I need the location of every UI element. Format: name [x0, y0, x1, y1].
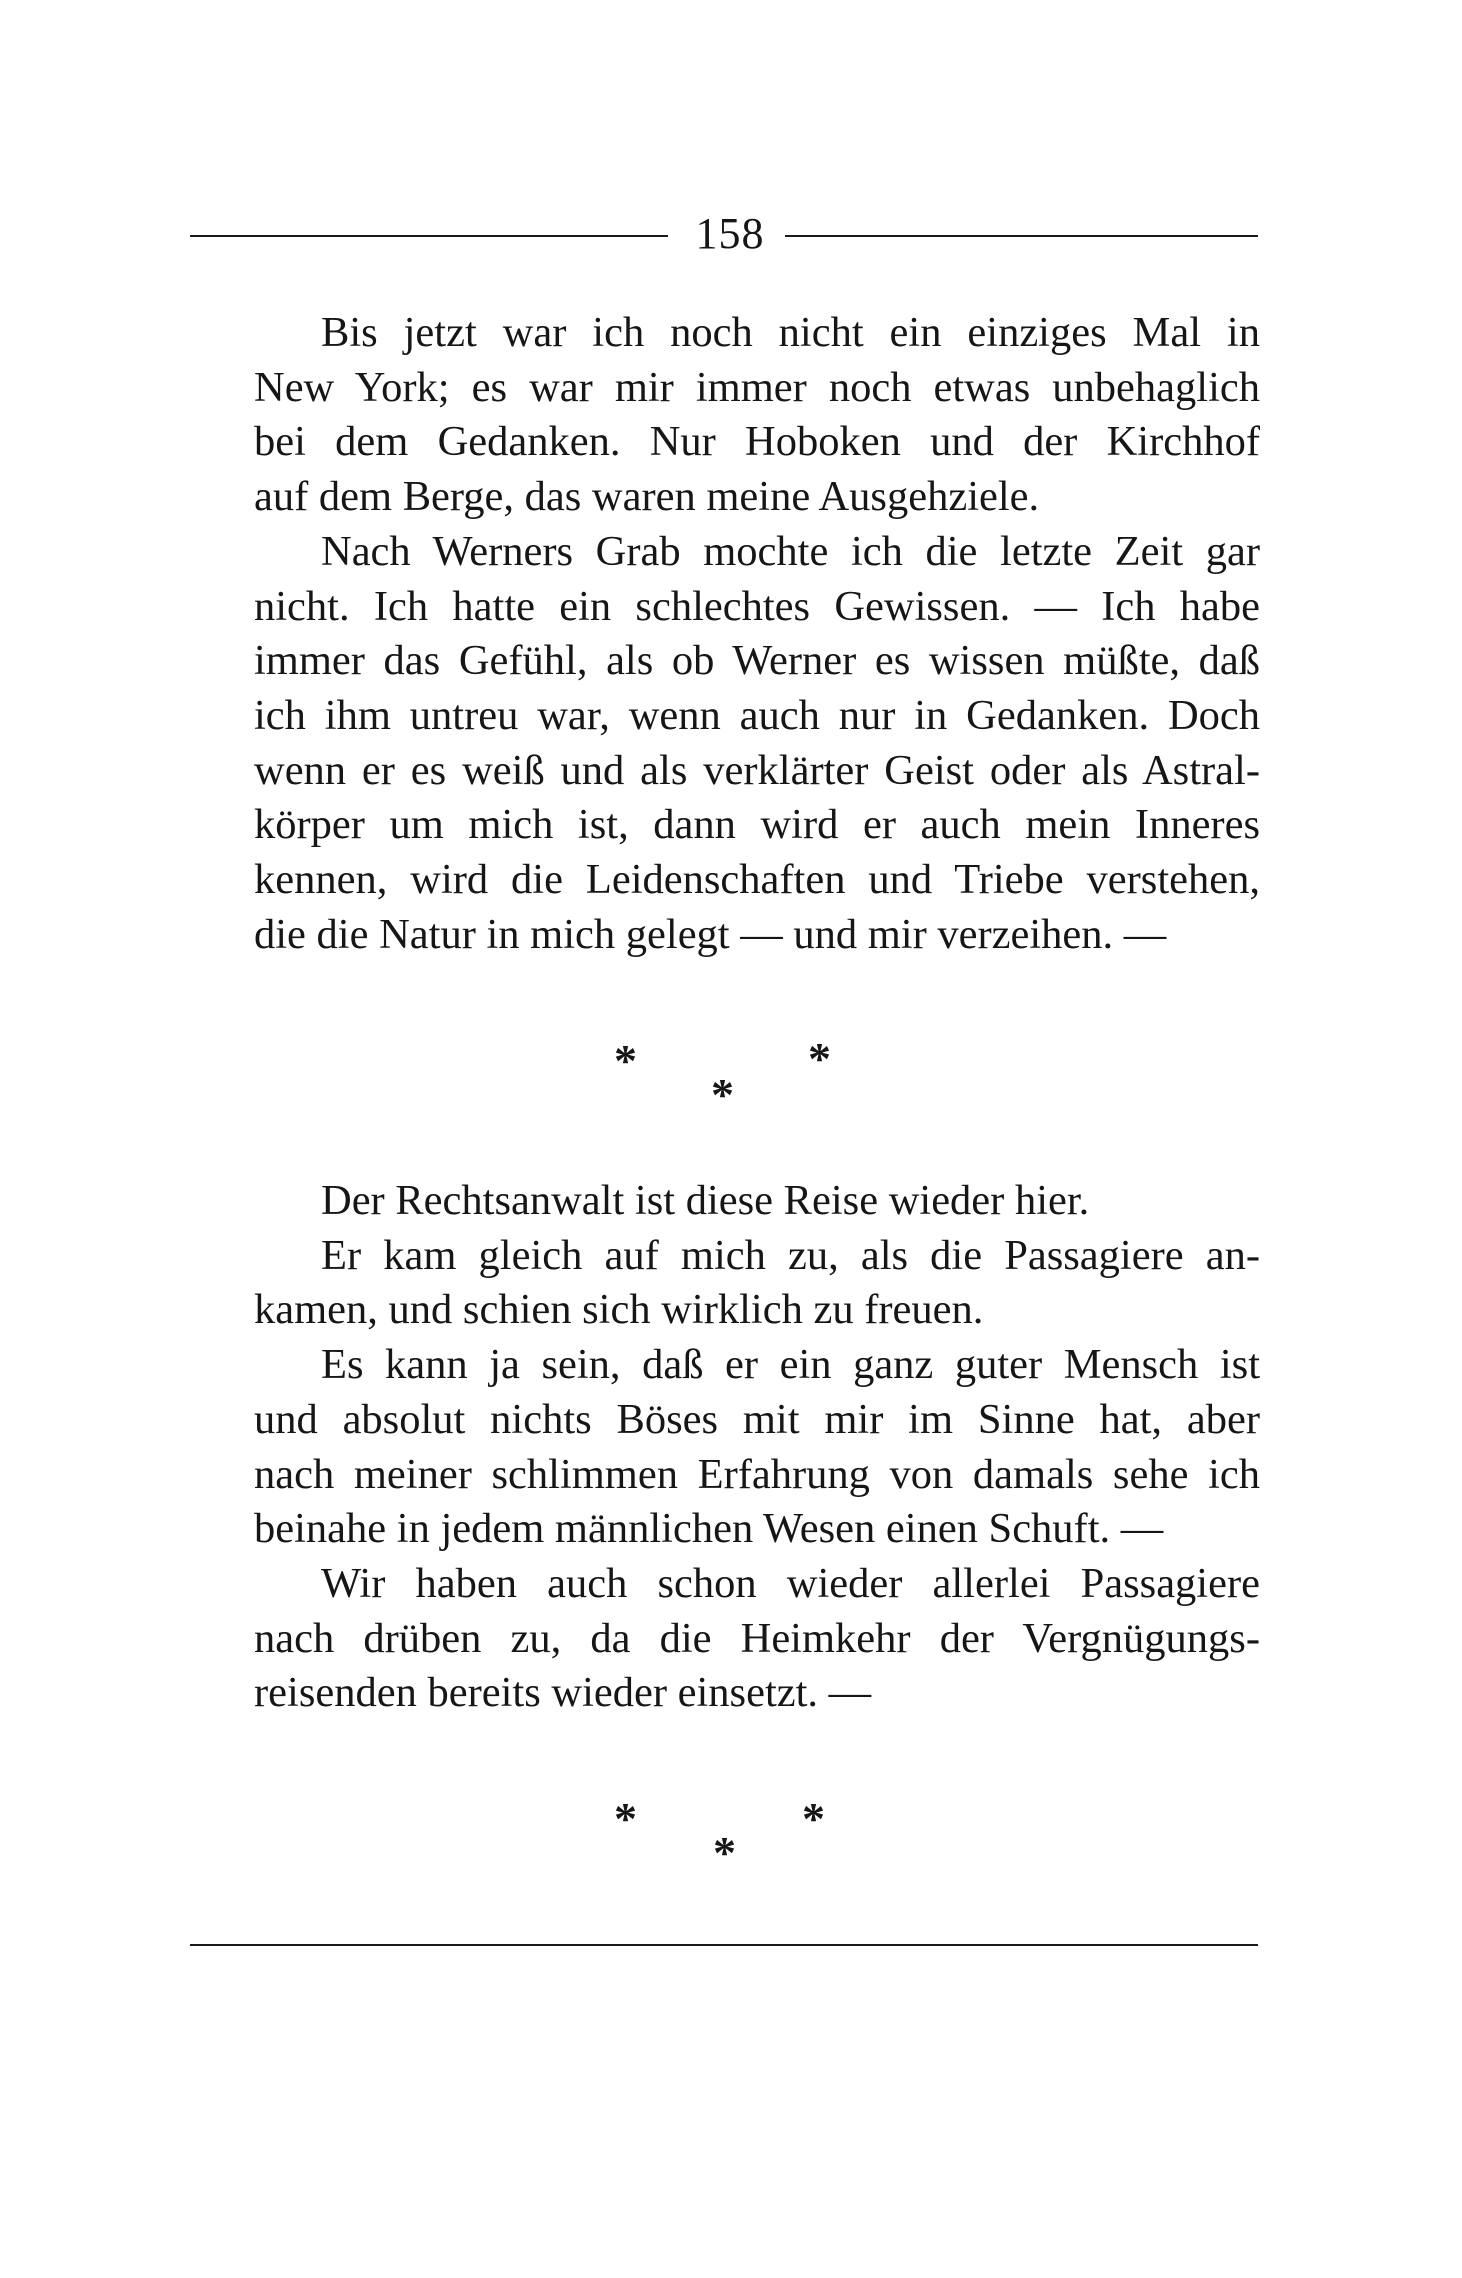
text-line: Er kam gleich auf mich zu, als die Passagiere an-	[321, 1231, 1260, 1279]
text-line: und absolut nichts Böses mit mir im Sinne hat, aber	[254, 1395, 1260, 1443]
header-rule-right	[785, 235, 1258, 237]
text-line: New York; es war mir immer noch etwas unbehaglich	[254, 363, 1260, 411]
text-line: Wir haben auch schon wieder allerlei Passagiere	[321, 1559, 1260, 1607]
text-line: nach meiner schlimmen Erfahrung von damals sehe ich	[254, 1450, 1260, 1498]
paragraph	[187, 1229, 1260, 1338]
text-line: ich ihm untreu war, wenn auch nur in Gedanken. Doch	[254, 691, 1260, 739]
footer-rule	[190, 1944, 1258, 1946]
text-line: Der Rechtsanwalt ist diese Reise wieder hier.	[321, 1177, 1090, 1224]
page-number: 158	[695, 209, 765, 258]
text-line: Es kann ja sein, daß er ein ganz guter Mensch ist	[321, 1341, 1260, 1389]
section-1	[187, 306, 1260, 962]
header-rule-left	[190, 235, 668, 237]
text-line: nicht. Ich hatte ein schlechtes Gewissen. — Ich habe	[254, 582, 1260, 630]
asterism-star: *	[802, 1793, 825, 1844]
text-line: bei dem Gedanken. Nur Hoboken und der Kirchhof	[254, 418, 1260, 466]
text-line: immer das Gefühl, als ob Werner es wissen müßte, daß	[254, 637, 1260, 685]
text-line: beinahe in jedem männlichen Wesen einen Schuft. —	[254, 1505, 1164, 1553]
asterism-star: *	[711, 1069, 734, 1120]
asterism-star: *	[614, 1035, 637, 1086]
paragraph	[187, 1338, 1260, 1557]
section-2	[187, 1174, 1260, 1721]
text-line: die die Natur in mich gelegt — und mir verzeihen. —	[254, 910, 1167, 958]
text-line: kamen, und schien sich wirklich zu freuen.	[254, 1286, 984, 1334]
asterism-star: *	[808, 1033, 831, 1084]
asterism-star: *	[614, 1793, 637, 1844]
paragraph	[187, 1174, 1260, 1229]
text-line: nach drüben zu, da die Heimkehr der Vergnügungs-	[254, 1614, 1260, 1662]
paragraph	[187, 525, 1260, 963]
text-line: Nach Werners Grab mochte ich die letzte Zeit gar	[321, 527, 1260, 575]
asterism-star: *	[713, 1827, 736, 1878]
text-line: auf dem Berge, das waren meine Ausgehziele.	[254, 473, 1040, 521]
text-line: reisenden bereits wieder einsetzt. —	[254, 1669, 872, 1717]
text-line: Bis jetzt war ich noch nicht ein einziges Mal in	[321, 309, 1260, 356]
text-line: wenn er es weiß und als verklärter Geist oder als Astral-	[254, 746, 1260, 794]
text-line: kennen, wird die Leidenschaften und Triebe verstehen,	[254, 856, 1260, 904]
paragraph	[187, 1557, 1260, 1721]
paragraph	[187, 306, 1260, 525]
text-line: körper um mich ist, dann wird er auch mein Inneres	[254, 801, 1260, 849]
